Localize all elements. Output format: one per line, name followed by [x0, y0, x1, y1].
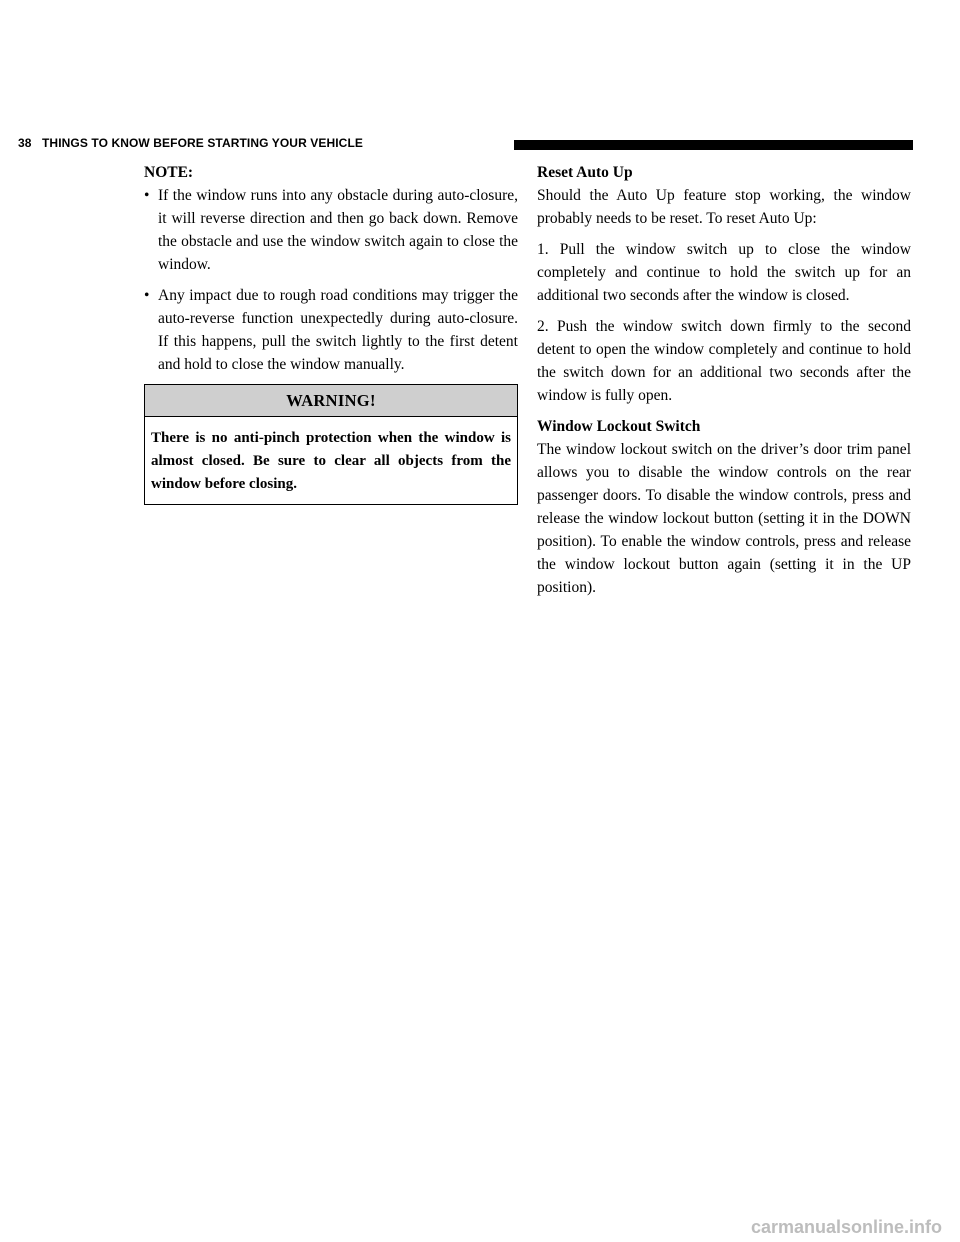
reset-step-2: 2. Push the window switch down firmly to the second detent to open the window completely and continue to hold the switch down for an additional two seconds after the window is fully open.	[537, 318, 911, 404]
reset-intro: Should the Auto Up feature stop working, the window probably needs to be reset. To reset Auto Up:	[537, 187, 911, 227]
header-title: THINGS TO KNOW BEFORE STARTING YOUR VEHICLE	[42, 136, 363, 150]
bullet-icon: •	[144, 287, 150, 304]
note-bullet-text: If the window runs into any obstacle during auto-closure, it will reverse direction and then go back down. Remove the obstacle and use the window switch again to close the window.	[158, 187, 518, 273]
window-lockout-body: The window lockout switch on the driver’s door trim panel allows you to disable the window controls on the rear passenger doors. To disable the window controls, press and release the window lockout button (setting it in the DOWN position). To enable the window controls, press and release the window lockout button again (setting it in the UP position).	[537, 441, 911, 596]
right-column	[537, 161, 911, 607]
watermark: carmanualsonline.info	[750, 1217, 942, 1237]
warning-title: WARNING!	[145, 385, 517, 417]
bullet-icon: •	[144, 187, 150, 204]
note-bullet-2	[144, 284, 518, 376]
note-bullet-1	[144, 184, 518, 276]
page-number: 38	[18, 136, 32, 150]
reset-step-1: 1. Pull the window switch up to close the window completely and continue to hold the switch up for an additional two seconds after the window is closed.	[537, 241, 911, 304]
window-lockout-heading: Window Lockout Switch	[537, 418, 701, 435]
note-bullet-text: Any impact due to rough road conditions may trigger the auto-reverse function unexpectedly during auto-closure. If this happens, pull the switch lightly to the first detent and hold to close the window manually.	[158, 287, 518, 373]
warning-box	[144, 384, 518, 505]
reset-auto-up-heading: Reset Auto Up	[537, 164, 633, 181]
page-header	[18, 134, 913, 154]
warning-body: There is no anti-pinch protection when the window is almost closed. Be sure to clear all objects from the window before closing.	[151, 430, 511, 492]
note-label: NOTE:	[144, 164, 194, 181]
left-column	[144, 161, 518, 505]
header-rule	[514, 140, 913, 150]
